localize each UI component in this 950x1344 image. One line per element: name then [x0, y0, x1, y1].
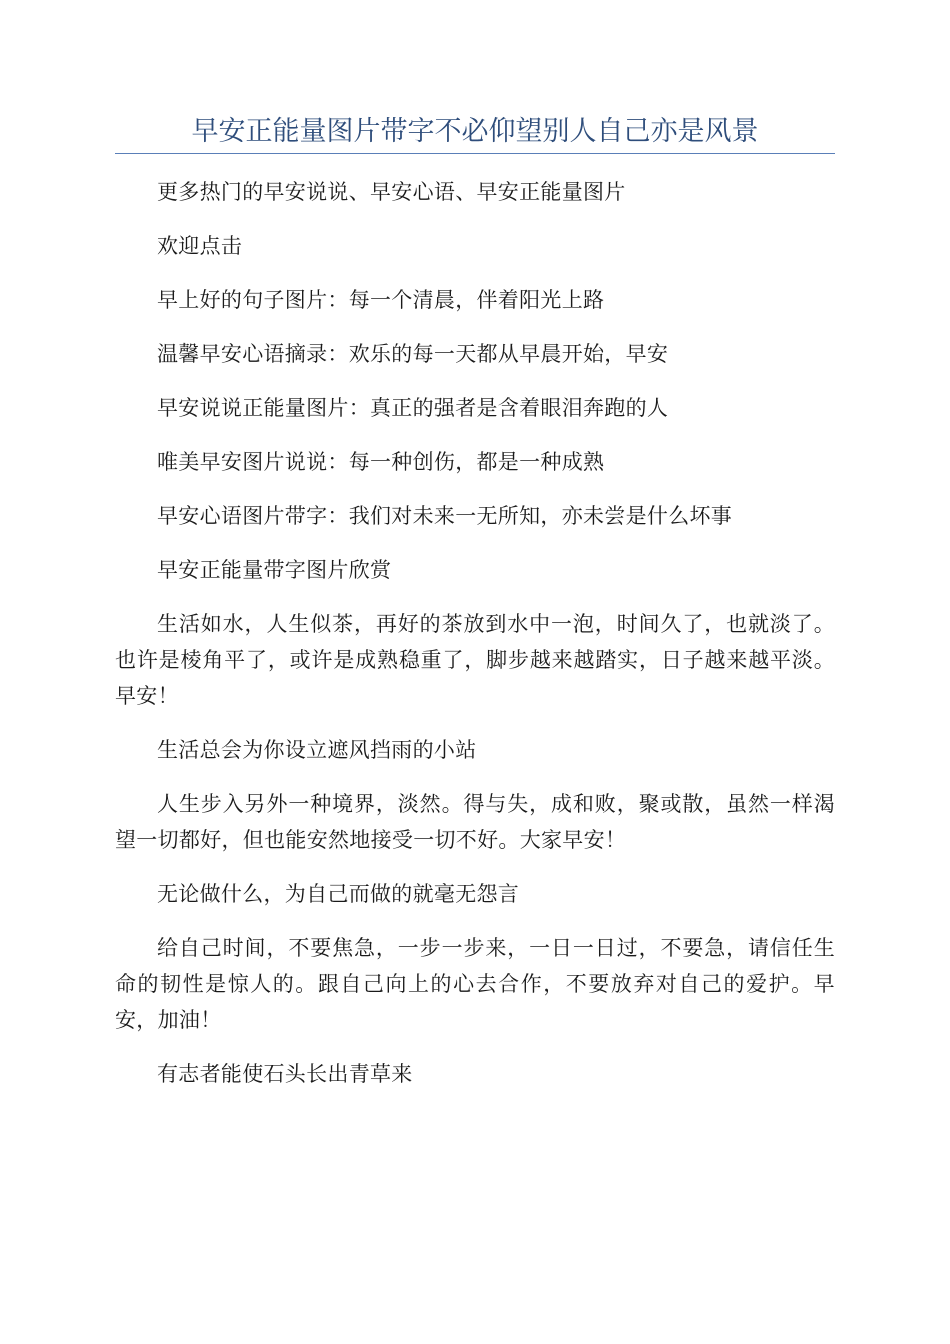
- paragraph-more-links: 更多热门的早安说说、早安心语、早安正能量图片: [157, 180, 626, 204]
- paragraph-welcome-click: 欢迎点击: [157, 234, 243, 258]
- paragraph-caption: 无论做什么，为自己而做的就毫无怨言: [157, 882, 520, 906]
- document-title: 早安正能量图片带字不必仰望别人自己亦是风景: [191, 116, 759, 147]
- paragraph-quote: 温馨早安心语摘录：欢乐的每一天都从早晨开始，早安: [157, 342, 669, 366]
- paragraph-body: 生活如水，人生似茶，再好的茶放到水中一泡，时间久了，也就淡了。也许是棱角平了，或许是成熟稳重了，脚步越来越踏实，日子越来越平淡。早安！: [115, 612, 835, 708]
- paragraph-caption: 有志者能使石头长出青草来: [157, 1062, 413, 1086]
- paragraph-body: 给自己时间，不要焦急，一步一步来，一日一日过，不要急，请信任生命的韧性是惊人的。跟自己向上的心去合作，不要放弃对自己的爱护。早安，加油！: [115, 936, 835, 1032]
- paragraph-quote: 唯美早安图片说说：每一种创伤，都是一种成熟: [157, 450, 605, 474]
- paragraph-quote: 早安心语图片带字：我们对未来一无所知，亦未尝是什么坏事: [157, 504, 733, 528]
- paragraph-quote: 早安说说正能量图片：真正的强者是含着眼泪奔跑的人: [157, 396, 669, 420]
- paragraph-body: 人生步入另外一种境界，淡然。得与失，成和败，聚或散，虽然一样渴望一切都好，但也能安然地接受一切不好。大家早安！: [115, 792, 835, 852]
- paragraph-quote: 早上好的句子图片：每一个清晨，伴着阳光上路: [157, 288, 605, 312]
- title-underline: [115, 153, 835, 154]
- paragraph-caption: 生活总会为你设立遮风挡雨的小站: [157, 738, 477, 762]
- document-body: [115, 174, 835, 1110]
- paragraph-section-heading: 早安正能量带字图片欣赏: [157, 558, 392, 582]
